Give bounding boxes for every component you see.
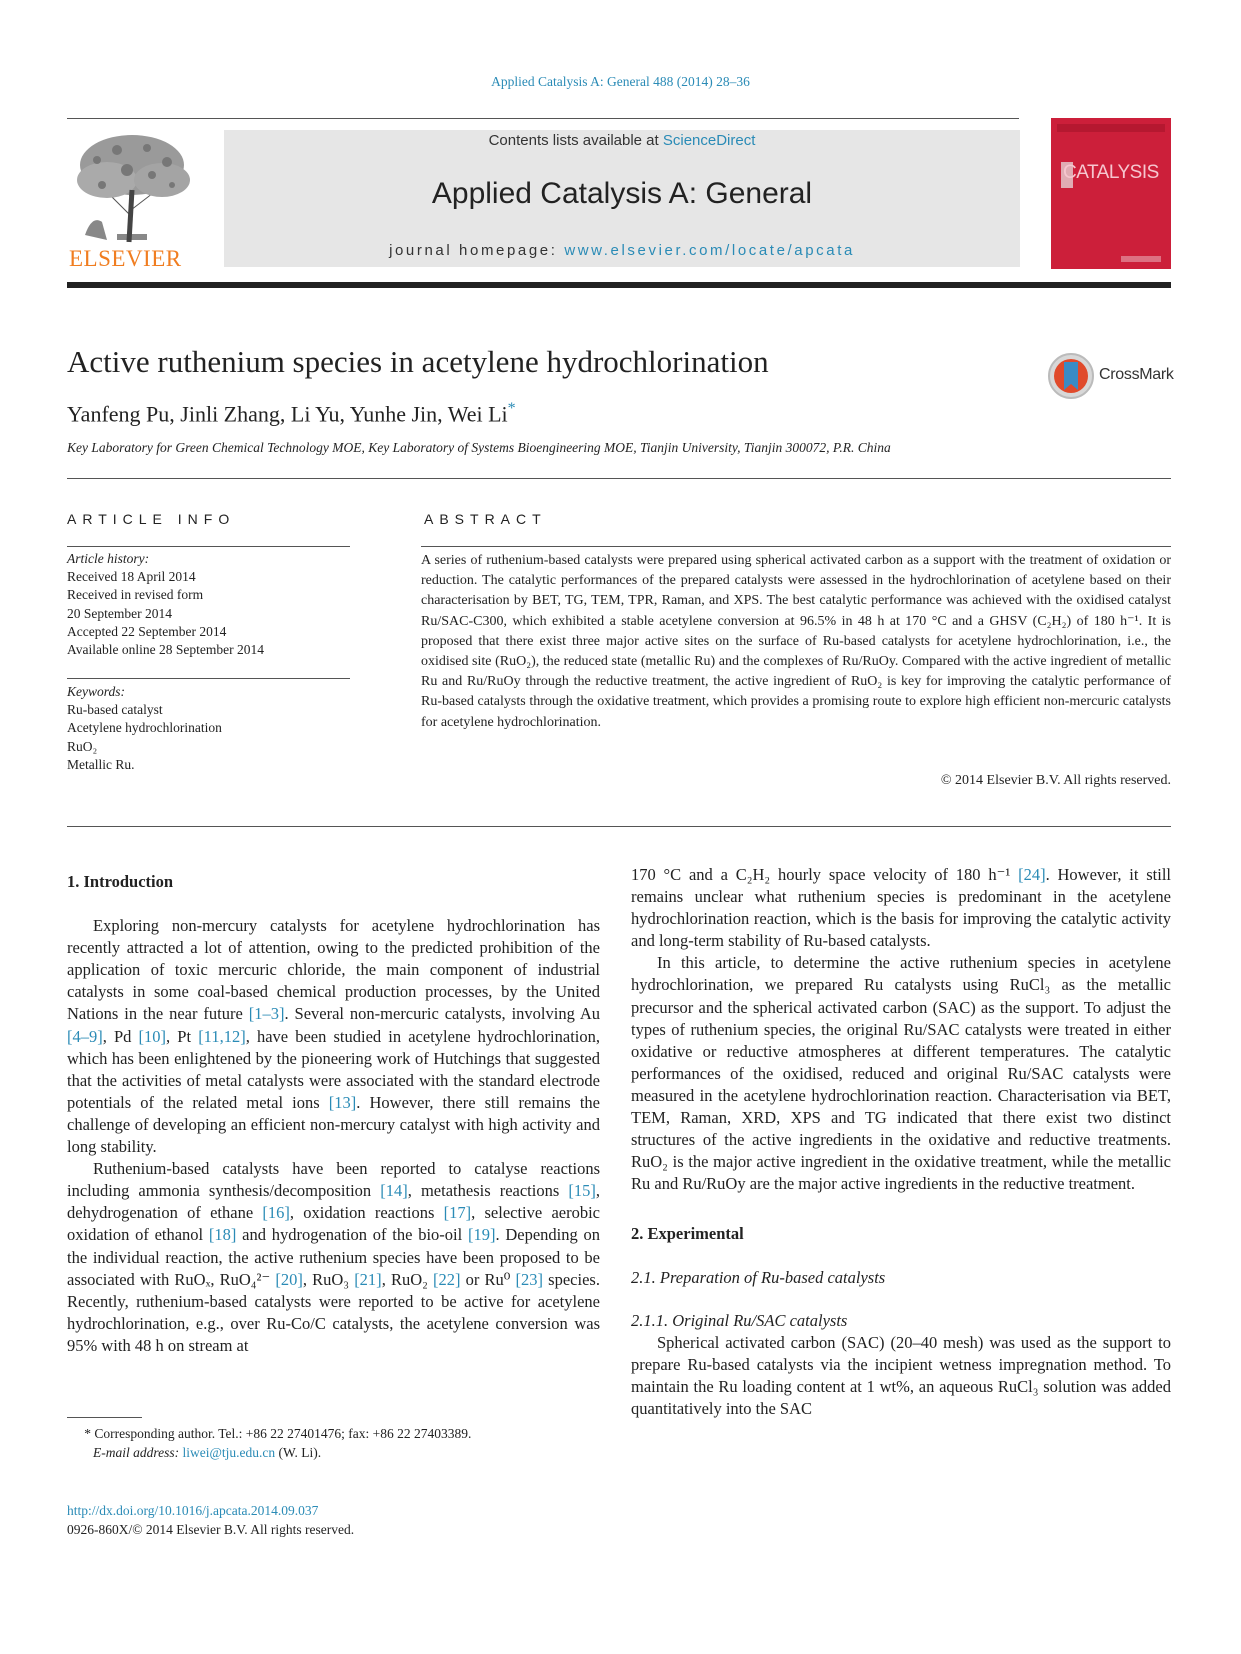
reference-link[interactable]: [11,12] — [198, 1026, 246, 1046]
abstract-text: A series of ruthenium-based catalysts were prepared using spherical activated carbon as a support with the treatment of oxidation or reduction. The catalytic performances of the prepared catalysts were assessed in the hydrochlorination of acetylene based on their characterisation by BET, TG, TEM, TPR, Raman, and XPS. The best catalytic performance was achieved with the oxidised catalyst Ru/SAC-C300, which exhibited a stable acetylene conversion at 96.5% in 48 h at 170 °C and a GHSV (C₂H₂) of 180 h⁻¹. It is proposed that there exist three major active sites on the surface of Ru-based catalysts for acetylene hydrochlorination, i.e., the oxidised site (RuO₂), the reduced state (metallic Ru) and the complexes of Ru/RuOy. Compared with the active ingredient of metallic Ru and Ru/RuOy through the reductive treatment, the active ingredient of RuO₂ is key for improving the catalytic performance of Ru-based catalysts through the oxidative treatment, which provides a promising route to explore high efficient non-mercuric catalysts for acetylene hydrochlorination. — [421, 553, 1171, 730]
reference-link[interactable]: [24] — [1018, 865, 1046, 884]
authors-text: Yanfeng Pu, Jinli Zhang, Li Yu, Yunhe Jin, Wei Li — [67, 401, 508, 427]
corresponding-text: Corresponding author. Tel.: +86 22 27401476; fax: +86 22 27403389. — [94, 1426, 472, 1441]
history-item: Received in revised form — [67, 587, 204, 603]
reference-link[interactable]: [10] — [138, 1026, 167, 1046]
text-run: Ruthenium-based catalysts have been reported to catalyse reactions including ammonia synthesis/decomposition — [67, 1159, 600, 1201]
intro-paragraph-4: In this article, to determine the active ruthenium species in acetylene hydrochlorination, we prepared Ru catalysts using RuCl₃ as the metallic precursor and the spherical activated carbon (SAC) as the support. To adjust the types of ruthenium species, the original Ru/SAC catalysts were treated in either oxidative or reductive atmospheres at different temperatures. The catalytic performances of the oxidised, reduced and original Ru/SAC catalysts were measured in the acetylene hydrochlorination reaction. Characterisation via BET, TEM, Raman, XRD, XPS and TG indicated that there exist two distinct structures of the active ingredients in the oxidative and reductive treatments. RuO₂ is the major active ingredient in the oxidative treatment, while the metallic Ru and Ru/RuOy are the major active ingredients in the reductive treatment. — [631, 953, 1171, 1194]
reference-link[interactable]: [16] — [262, 1203, 290, 1223]
homepage-link[interactable]: www.elsevier.com/locate/apcata — [564, 242, 855, 259]
keywords-label: Keywords: — [67, 684, 125, 699]
keyword-item: Ru-based catalyst — [67, 702, 163, 718]
intro-heading: 1. Introduction — [67, 872, 174, 891]
homepage-prefix: journal homepage: — [389, 242, 558, 259]
text-run: , dehydrogenation of ethane — [67, 1181, 600, 1223]
text-run: , oxidation reactions — [289, 1203, 444, 1223]
text-run: , Pd — [102, 1026, 139, 1046]
article-info-heading: ARTICLE INFO — [67, 511, 236, 527]
text-run: or Ru⁰ — [460, 1269, 516, 1289]
contents-line — [224, 132, 1020, 149]
footnote — [67, 1425, 600, 1462]
text-run: Exploring non-mercury catalysts for acetylene hydrochlorination has recently attracted a lot of attention, owing to the predicted prohibition of the application of toxic mercuric chloride, the main component of industrial catalysts in some coal-based chemical production processes, by the United Nations in the near future — [67, 916, 600, 1024]
journal-citation[interactable]: Applied Catalysis A: General 488 (2014) 28–36 — [491, 74, 750, 89]
crossmark-label: CrossMark — [1099, 366, 1174, 383]
subsubsection-heading: 2.1.1. Original Ru/SAC catalysts — [631, 1310, 848, 1330]
header-rule — [67, 118, 1019, 119]
abstract-copyright: © 2014 Elsevier B.V. All rights reserved. — [940, 773, 1171, 788]
article-title: Active ruthenium species in acetylene hydrochlorination — [67, 344, 769, 379]
abstract-heading: ABSTRACT — [424, 511, 547, 527]
header-thick-rule — [67, 282, 1171, 288]
reference-link[interactable]: [20] — [275, 1269, 303, 1289]
cover-title: CATALYSIS — [1063, 162, 1159, 183]
keywords — [67, 683, 350, 774]
email-label: E-mail address: — [93, 1444, 180, 1460]
reference-link[interactable]: [21] — [354, 1269, 382, 1289]
history-label: Article history: — [67, 551, 150, 566]
right-column — [631, 864, 1171, 1420]
email-line — [67, 1444, 600, 1463]
left-column — [67, 871, 600, 1357]
text-run: , selective aerobic oxidation of ethanol — [67, 1203, 600, 1245]
text-run: and hydrogenation of the bio-oil — [236, 1225, 468, 1245]
abstract-rule — [421, 546, 1171, 547]
text-run: 170 °C and a C₂H₂ hourly space velocity of 180 h⁻¹ — [631, 865, 1019, 884]
elsevier-logo — [67, 130, 197, 270]
history-item: Received 18 April 2014 — [67, 569, 196, 585]
reference-link[interactable]: [14] — [380, 1181, 408, 1201]
doi-link[interactable]: http://dx.doi.org/10.1016/j.apcata.2014.09.037 — [67, 1503, 319, 1518]
reference-link[interactable]: [13] — [328, 1092, 357, 1112]
author-list — [67, 400, 516, 427]
footnote-rule — [67, 1417, 142, 1418]
abstract-bottom-rule — [67, 826, 1171, 827]
text-run: , RuO₃ — [302, 1269, 355, 1289]
reference-link[interactable]: [1–3] — [248, 1004, 285, 1024]
contents-prefix: Contents lists available at — [488, 132, 659, 149]
article-history — [67, 550, 350, 659]
article-info-rule — [67, 546, 350, 547]
email-link[interactable]: liwei@tju.edu.cn — [182, 1444, 276, 1460]
journal-cover — [1051, 118, 1171, 269]
reference-link[interactable]: [22] — [433, 1269, 461, 1289]
text-run: . However, it still remains unclear what ruthenium species is predominant in the acetylene hydrochlorination reaction, which is the basis for improving the catalytic activity and long-term stability of Ru-based catalysts. — [631, 865, 1171, 951]
issn-line: 0926-860X/© 2014 Elsevier B.V. All rights reserved. — [67, 1521, 355, 1537]
reference-link[interactable]: [17] — [443, 1203, 472, 1223]
reference-link[interactable]: [4–9] — [67, 1026, 103, 1046]
history-item: Available online 28 September 2014 — [67, 642, 264, 658]
experimental-heading: 2. Experimental — [631, 1224, 744, 1244]
text-run: , Pt — [166, 1026, 199, 1046]
reference-link[interactable]: [23] — [515, 1269, 544, 1289]
history-item: Accepted 22 September 2014 — [67, 623, 227, 639]
keyword-item: RuO₂ — [67, 738, 98, 754]
email-suffix: (W. Li). — [278, 1444, 322, 1460]
reference-link[interactable]: [15] — [568, 1181, 596, 1201]
doi-block — [67, 1502, 600, 1539]
text-run: , have been studied in acetylene hydrochlorination, which has been enlightened by the pioneering work of Hutchings that suggested that the activities of metal catalysts were associated with the standard electrode potentials of the related metal ions — [67, 1026, 600, 1112]
intro-paragraph-2 — [67, 1158, 600, 1357]
journal-banner — [224, 130, 1020, 267]
text-run: , metathesis reactions — [407, 1181, 569, 1201]
history-item: 20 September 2014 — [67, 605, 172, 621]
text-run: , RuO₂ — [381, 1269, 434, 1289]
sciencedirect-link[interactable]: ScienceDirect — [662, 132, 756, 149]
experimental-paragraph-1: Spherical activated carbon (SAC) (20–40 mesh) was used as the support to prepare Ru-based catalysts via the incipient wetness impregnation method. To maintain the Ru loading content at 1 wt%, an aqueous RuCl₃ solution was added quantitatively into the SAC — [631, 1332, 1171, 1418]
text-run: species. Recently, ruthenium-based catalysts were reported to be active for acetylene hydrochlorination, e.g., over Ru-Co/C catalysts, the acetylene conversion was 95% with 48 h on stream at — [67, 1269, 600, 1355]
keyword-item: Acetylene hydrochlorination — [67, 720, 222, 736]
text-run: . However, there still remains the challenge of developing an efficient non-mercury catalyst with high activity and long stability. — [67, 1092, 600, 1157]
keyword-item: Metallic Ru. — [67, 756, 135, 772]
corresponding-author-note: * Corresponding author. Tel.: +86 22 27401476; fax: +86 22 27403389. — [84, 1426, 472, 1441]
text-run: . Several non-mercuric catalysts, involving Au — [284, 1004, 600, 1024]
reference-link[interactable]: [19] — [467, 1225, 496, 1245]
cover-pattern-icon — [1051, 118, 1171, 269]
affiliation: Key Laboratory for Green Chemical Technology MOE, Key Laboratory of Systems Bioengineering MOE, Tianjin University, Tianjin 300072, P.R. China — [67, 440, 891, 455]
journal-title: Applied Catalysis A: General — [431, 177, 813, 210]
title-rule — [67, 478, 1171, 479]
elsevier-wordmark: ELSEVIER — [69, 246, 182, 271]
keywords-rule — [67, 678, 350, 679]
crossmark-badge[interactable] — [1047, 350, 1172, 402]
subsection-heading: 2.1. Preparation of Ru-based catalysts — [631, 1267, 886, 1287]
intro-paragraph-3 — [631, 864, 1171, 952]
corresponding-author-mark[interactable]: * — [507, 400, 516, 417]
reference-link[interactable]: [18] — [208, 1225, 237, 1245]
intro-paragraph-1 — [67, 915, 600, 1158]
text-run: . Depending on the individual reaction, the active ruthenium species have been proposed to be associated with RuOₓ, RuO₄²⁻ — [67, 1225, 600, 1289]
crossmark-icon — [1047, 352, 1095, 400]
homepage-line — [224, 242, 1020, 259]
elsevier-tree-icon — [67, 130, 197, 245]
